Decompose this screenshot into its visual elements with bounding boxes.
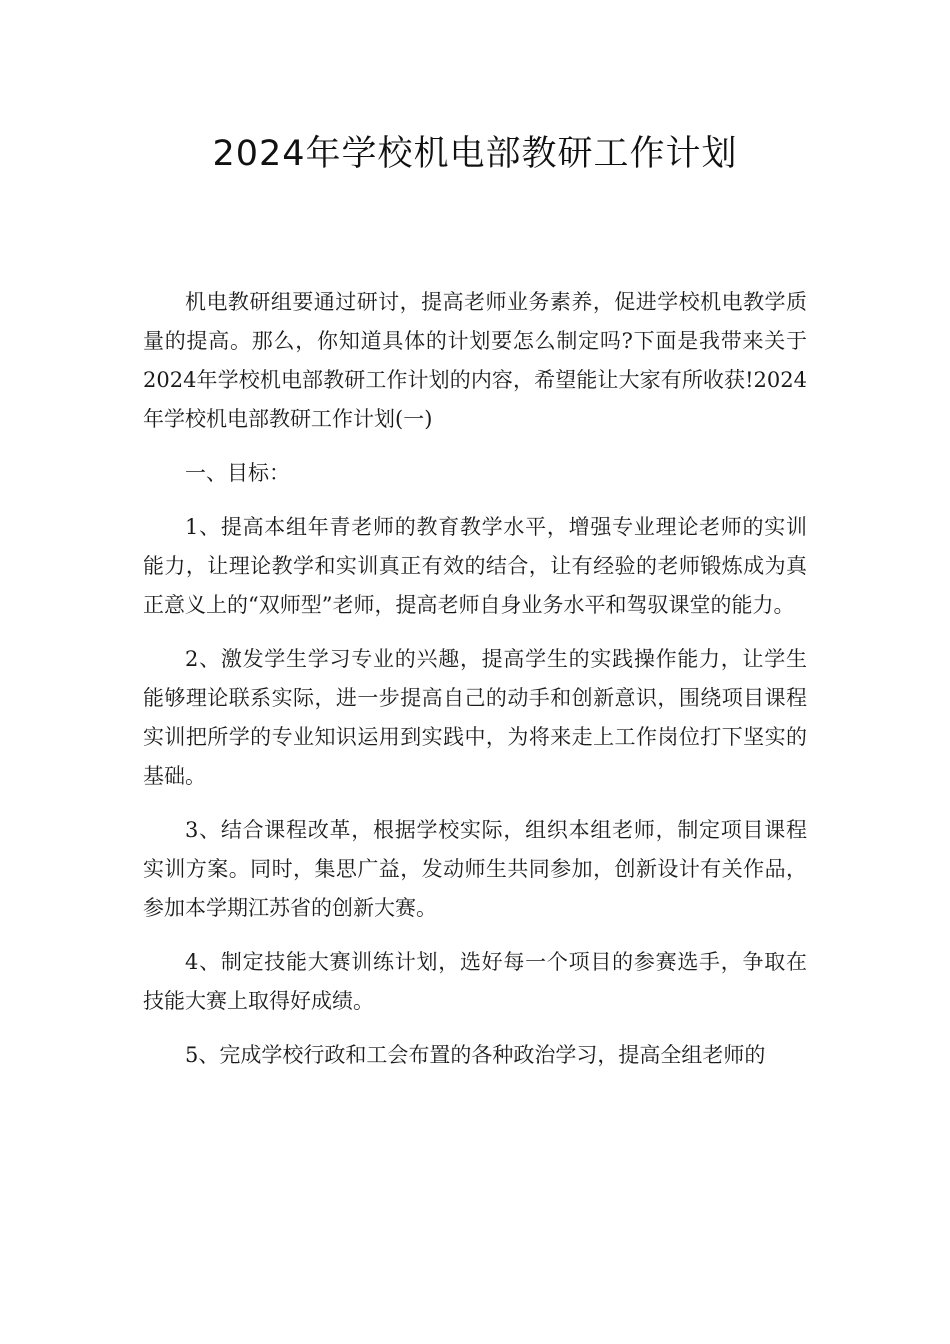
goal-item-1: 1、提高本组年青老师的教育教学水平，增强专业理论老师的实训能力，让理论教学和实训真正有效的结合，让有经验的老师锻炼成为真正意义上的“双师型”老师，提高老师自身业务水平和驾驭课堂的能力。: [143, 515, 807, 617]
goal-item-2: 2、激发学生学习专业的兴趣，提高学生的实践操作能力，让学生能够理论联系实际，进一步提高自己的动手和创新意识，围绕项目课程实训把所学的专业知识运用到实践中，为将来走上工作岗位打下坚实的基础。: [143, 647, 807, 788]
goal-item-4: 4、制定技能大赛训练计划，选好每一个项目的参赛选手，争取在技能大赛上取得好成绩。: [143, 950, 807, 1013]
goal-item-5: 5、完成学校行政和工会布置的各种政治学习，提高全组老师的: [185, 1043, 766, 1067]
intro-paragraph: 机电教研组要通过研讨，提高老师业务素养，促进学校机电教学质量的提高。那么，你知道具体的计划要怎么制定吗?下面是我带来关于2024年学校机电部教研工作计划的内容，希望能让大家有所收获!2024年学校机电部教研工作计划(一): [143, 290, 807, 431]
document-body: [143, 283, 807, 1090]
section-heading-goals: 一、目标：: [185, 461, 290, 485]
document-title: 2024年学校机电部教研工作计划: [212, 134, 738, 174]
goal-item-3: 3、结合课程改革，根据学校实际，组织本组老师，制定项目课程实训方案。同时，集思广益，发动师生共同参加，创新设计有关作品，参加本学期江苏省的创新大赛。: [143, 818, 807, 920]
